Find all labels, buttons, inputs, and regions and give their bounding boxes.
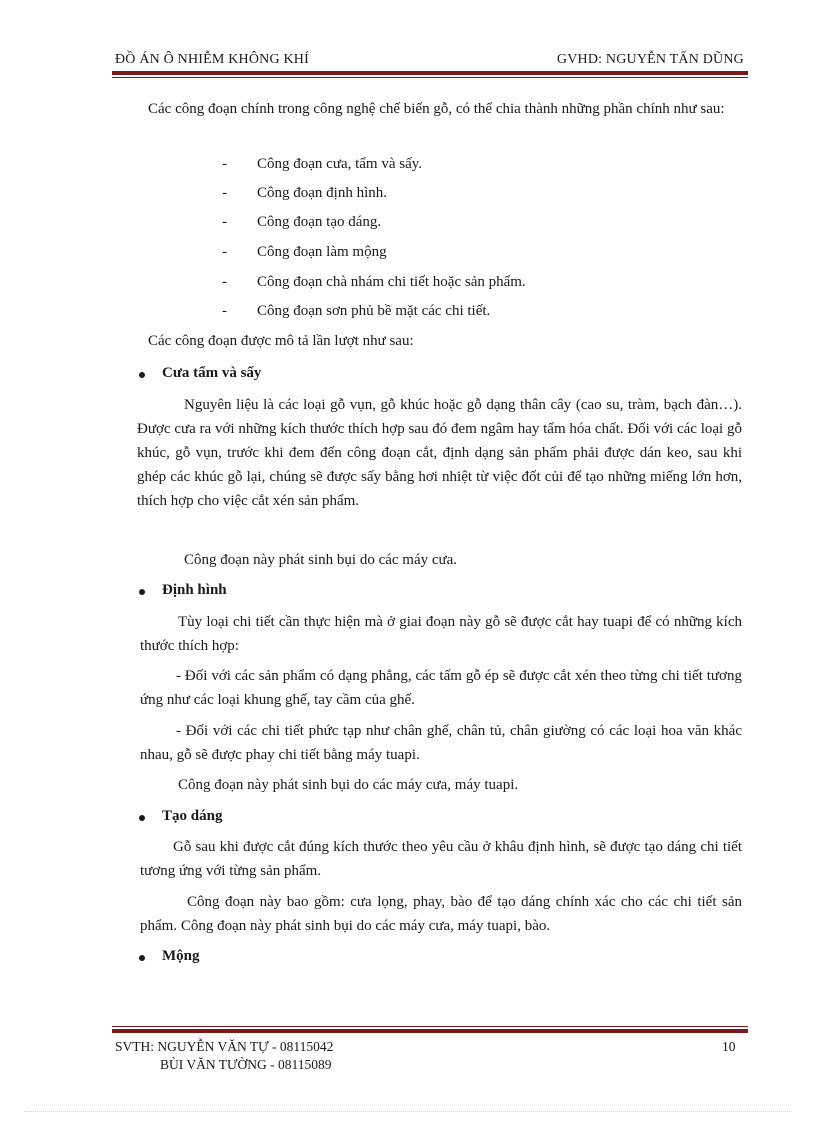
page-number: 10 xyxy=(722,1039,736,1054)
intro-paragraph: Các công đoạn chính trong công nghệ chế biến gỗ, có thể chia thành những phần chính như sau: xyxy=(148,101,725,117)
header-rule-thin xyxy=(112,77,748,78)
list-item xyxy=(222,181,742,205)
body-paragraph: Tùy loại chi tiết cần thực hiện mà ở giai đoạn này gỗ sẽ được cắt hay tuapi để có những kích thước thích hợp: xyxy=(140,614,742,654)
bullet-icon xyxy=(139,372,145,378)
list-item-text: Công đoạn tạo dáng. xyxy=(257,214,382,230)
footer-rule-thin xyxy=(112,1026,748,1027)
dash-marker: - xyxy=(222,156,227,172)
dash-marker: - xyxy=(222,185,227,201)
dash-marker: - xyxy=(222,244,227,260)
body-paragraph: Công đoạn này phát sinh bụi do các máy cưa, máy tuapi. xyxy=(178,777,519,793)
list-item-text: Công đoạn chà nhám chi tiết hoặc sản phẩm. xyxy=(257,274,526,290)
dash-marker: - xyxy=(222,303,227,319)
body-paragraph: - Đối với các sản phẩm có dạng phẳng, các tấm gỗ ép sẽ được cắt xén theo từng chi tiết tương ứng như các loại khung ghế, tay cầm của ghế. xyxy=(140,668,742,708)
list-item-text: Công đoạn cưa, tẩm và sấy. xyxy=(257,156,423,172)
footer-rule-thick xyxy=(112,1029,748,1033)
body-paragraph: - Đối với các chi tiết phức tạp như chân ghế, chân tủ, chân giường có các loại hoa văn khác nhau, gỗ sẽ được phay chi tiết bằng máy tuapi. xyxy=(140,723,742,763)
header-title: ĐỒ ÁN Ô NHIỄM KHÔNG KHÍ xyxy=(115,52,309,67)
list-item xyxy=(222,210,742,234)
body-paragraph: Công đoạn này bao gồm: cưa lọng, phay, bào để tạo dáng chính xác cho các chi tiết sản phẩm. Công đoạn này phát sinh bụi do các máy cưa, máy tuapi, bào. xyxy=(140,894,742,934)
footer-students-line2: BÙI VĂN TƯỜNG - 08115089 xyxy=(160,1057,332,1072)
body-paragraph: Công đoạn này phát sinh bụi do các máy cưa. xyxy=(184,552,458,568)
bullet-icon xyxy=(139,955,145,961)
list-item-text: Công đoạn làm mộng xyxy=(257,244,387,260)
list-item xyxy=(222,270,742,294)
list-item-text: Công đoạn định hình. xyxy=(257,185,387,201)
bullet-icon xyxy=(139,589,145,595)
header-rule-thick xyxy=(112,71,748,75)
list-item xyxy=(222,240,742,264)
dash-marker: - xyxy=(222,274,227,290)
lead-sentence: Các công đoạn được mô tả lần lượt như sau: xyxy=(148,333,414,349)
body-paragraph: Nguyên liệu là các loại gỗ vụn, gỗ khúc hoặc gỗ dạng thân cây (cao su, tràm, bạch đàn…). Được cưa ra với những kích thước thích hợp sau đó đem ngâm hay tẩm hóa chất. Đối với các loại gỗ khúc, gỗ vụn, trước khi đem đến công đoạn cắt, định dạng sản phẩm phải được dán keo, sau khi ghép các khúc gỗ lại, chúng sẽ được sấy bằng hơi nhiệt từ việc đốt củi để tạo những miếng lớn hơn, thích hợp cho việc cắt xén sản phẩm. xyxy=(137,397,742,509)
header-supervisor: GVHD: NGUYỄN TẤN DŨNG xyxy=(556,52,744,67)
bullet-icon xyxy=(139,815,145,821)
list-item xyxy=(222,299,742,323)
list-item-text: Công đoạn sơn phủ bề mặt các chi tiết. xyxy=(257,303,491,319)
body-paragraph: Gỗ sau khi được cắt đúng kích thước theo yêu cầu ở khâu định hình, sẽ được tạo dáng chi tiết tương ứng với từng sản phẩm. xyxy=(140,839,742,879)
footer-students-line1: SVTH: NGUYỄN VĂN TỰ - 08115042 xyxy=(115,1039,334,1054)
page-boundary-line xyxy=(24,1111,792,1112)
list-item xyxy=(222,152,742,176)
dash-marker: - xyxy=(222,214,227,230)
